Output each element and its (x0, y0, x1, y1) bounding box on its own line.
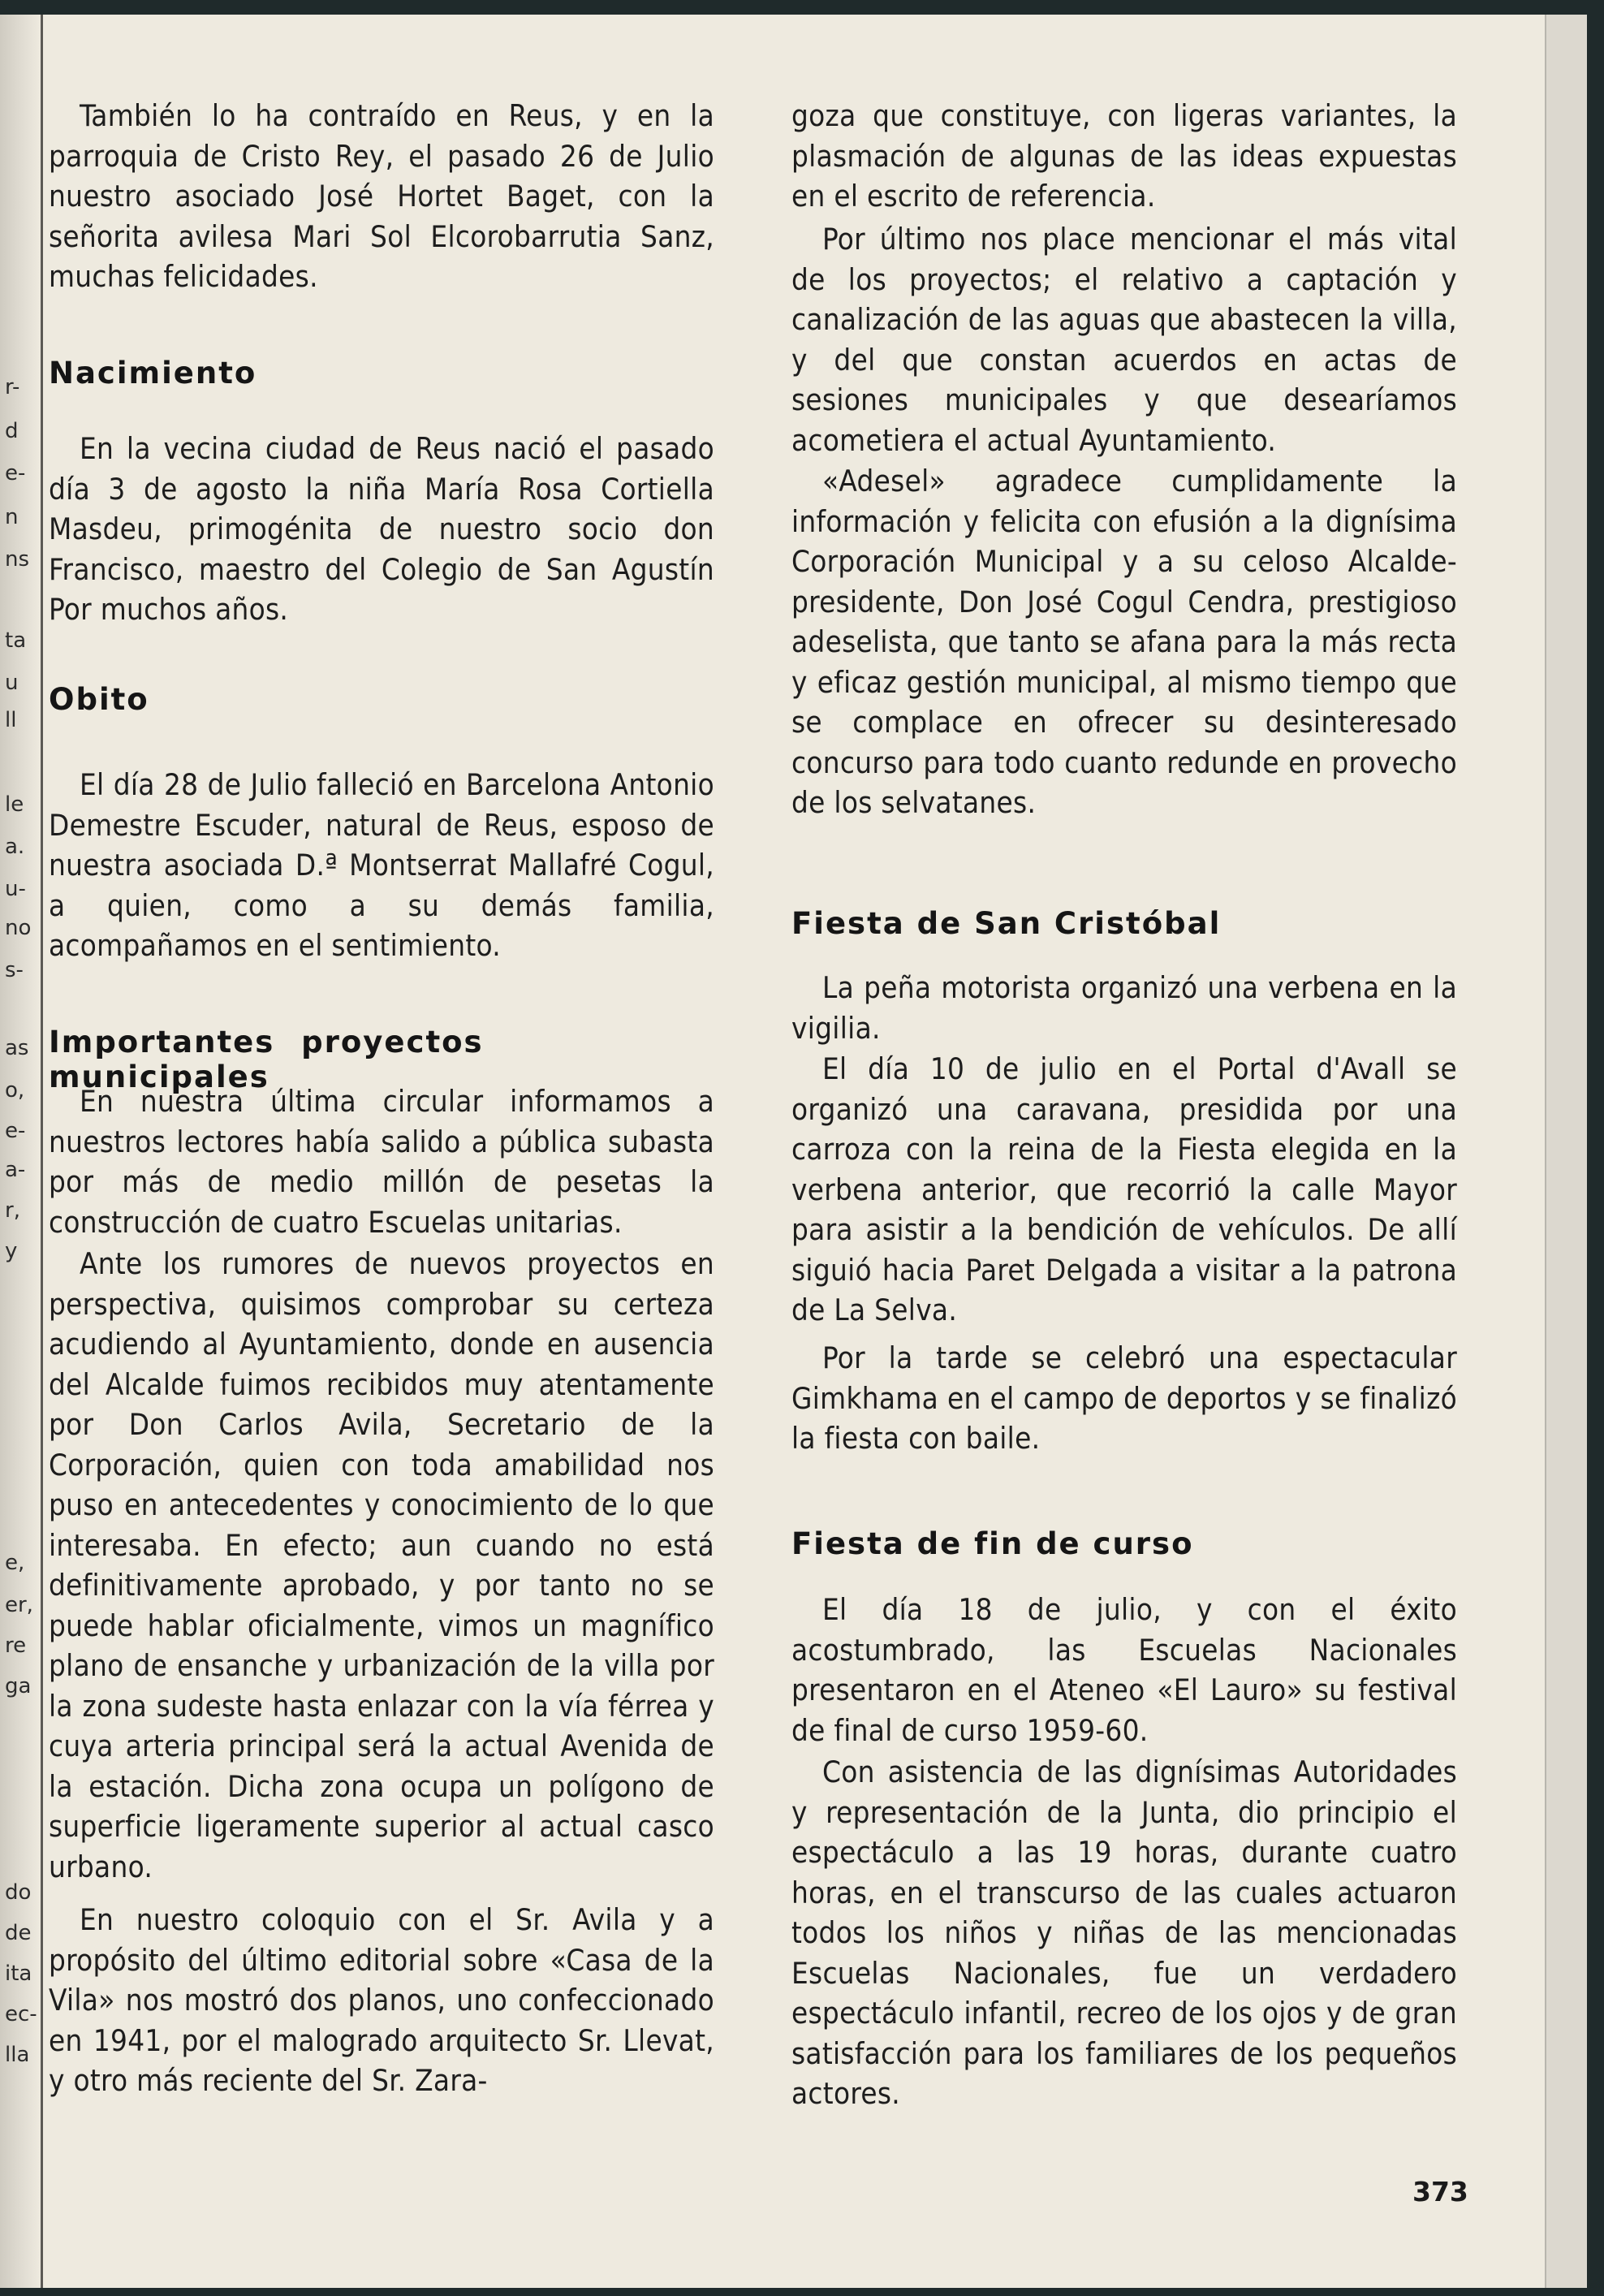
paragraph-proyectos-1: En nuestra última circular informamos a nuestros lectores había salido a pública subasta por más de medio millón de pesetas la construcción de cuatro Escuelas unitarias. (49, 1084, 714, 1240)
paragraph-cristobal-1: La peña motorista organizó una verbena en la vigilia. (791, 970, 1457, 1046)
margin-fragment: ga (5, 1674, 32, 1698)
heading-proyectos: Importantes proyectos municipales (49, 1025, 484, 1094)
document-page (0, 15, 1587, 2288)
heading-fin-de-curso: Fiesta de fin de curso (791, 1526, 1194, 1561)
margin-fragment: d (5, 419, 19, 443)
margin-fragment: o, (5, 1078, 25, 1103)
right-column (791, 15, 1481, 2207)
left-column (49, 15, 739, 2207)
heading-obito: Obito (49, 682, 149, 717)
paragraph-obito: El día 28 de Julio falleció en Barcelona Antonio Demestre Escuder, natural de Reus, esposo de nuestra asociada D.ª Montserrat Mallafré Cogul, a quien, como a su demás familia, acompañamos en el sentimiento. (49, 767, 714, 963)
paragraph-cristobal-3: Por la tarde se celebró una espectacular Gimkhama en el campo de deportos y se finalizó la fiesta con baile. (791, 1340, 1457, 1456)
margin-fragment: er, (5, 1593, 33, 1617)
margin-fragment: a. (5, 835, 25, 859)
page-gutter (0, 15, 43, 2288)
margin-fragment: s- (5, 958, 24, 982)
heading-nacimiento: Nacimiento (49, 356, 257, 391)
margin-fragment: le (5, 792, 24, 817)
margin-fragment: r- (5, 375, 20, 399)
heading-san-cristobal: Fiesta de San Cristóbal (791, 906, 1222, 941)
margin-fragment: lla (5, 2043, 30, 2067)
paragraph-continuation: goza que constituye, con ligeras variantes, la plasmación de algunas de las ideas expuestas en el escrito de referencia. (791, 98, 1457, 214)
margin-fragment: e- (5, 1119, 26, 1143)
margin-fragment: u (5, 671, 19, 695)
margin-fragment: do (5, 1880, 32, 1905)
margin-fragment: ita (5, 1962, 32, 1986)
margin-fragment: ec- (5, 2002, 37, 2026)
page-number: 373 (1412, 2176, 1468, 2208)
margin-fragment: ta (5, 628, 27, 653)
paragraph-adesel: «Adesel» agradece cumplidamente la información y felicita con efusión a la dignísima Corporación Municipal y a su celoso Alcalde-presidente, Don José Cogul Cendra, prestigioso adeselista, que tanto se afana para la más recta y eficaz gestión municipal, al mismo tiempo que se complace en ofrecer su desinteresado concurso para todo cuanto redunde en provecho de los selvatanes. (791, 464, 1457, 820)
margin-fragment: e- (5, 461, 26, 486)
margin-fragment: n (5, 505, 19, 529)
margin-fragment: r, (5, 1198, 20, 1223)
margin-fragment: as (5, 1036, 29, 1060)
margin-fragment: a- (5, 1158, 26, 1182)
paragraph-curso-1: El día 18 de julio, y con el éxito acostumbrado, las Escuelas Nacionales presentaron en el Ateneo «El Lauro» su festival de final de curso 1959-60. (791, 1592, 1457, 1748)
margin-fragment: ll (5, 708, 17, 732)
paragraph-proyectos-2: Ante los rumores de nuevos proyectos en perspectiva, quisimos comprobar su certeza acudiendo al Ayuntamiento, donde en ausencia del Alcalde fuimos recibidos muy atentamente por Don Carlos Avila, Secretario de la Corporación, quien con toda amabilidad nos puso en antecedentes y conocimiento de lo que interesaba. En efecto; aun cuando no está definitivamente aprobado, y por tanto no se puede hablar oficialmente, vimos un magnífico plano de ensanche y urbanización de la villa por la zona sudeste hasta enlazar con la vía férrea y cuya arteria principal será la actual Avenida de la estación. Dicha zona ocupa un polígono de superficie ligeramente superior al actual casco urbano. (49, 1246, 714, 1884)
margin-fragment: u- (5, 877, 26, 901)
margin-fragment: re (5, 1634, 27, 1658)
margin-fragment: no (5, 916, 32, 940)
paragraph-curso-2: Con asistencia de las dignísimas Autoridades y representación de la Junta, dio principio el espectáculo a las 19 horas, durante cuatro horas, en el transcurso de las cuales actuaron todos los niños y niñas de las mencionadas Escuelas Nacionales, fue un verdadero espectáculo infantil, recreo de los ojos y de gran satisfacción para los familiares de los pequeños actores. (791, 1754, 1457, 2111)
paragraph-cristobal-2: El día 10 de julio en el Portal d'Avall se organizó una caravana, presidida por una carroza con la reina de la Fiesta elegida en la verbena anterior, que recorrió la calle Mayor para asistir a la bendición de vehículos. De allí siguió hacia Paret Delgada a visitar a la patrona de La Selva. (791, 1051, 1457, 1327)
margin-fragment: y (5, 1239, 18, 1263)
margin-fragment: de (5, 1921, 32, 1945)
paragraph-nacimiento: En la vecina ciudad de Reus nació el pasado día 3 de agosto la niña María Rosa Cortiella Masdeu, primogénita de nuestro socio don Francisco, maestro del Colegio de San Agustín Por muchos años. (49, 431, 714, 627)
page-edge-strip (1545, 15, 1587, 2288)
paragraph-intro: También lo ha contraído en Reus, y en la parroquia de Cristo Rey, el pasado 26 de Julio nuestro asociado José Hortet Baget, con la señorita avilesa Mari Sol Elcorobarrutia Sanz, muchas felicidades. (49, 98, 714, 294)
paragraph-ultimo: Por último nos place mencionar el más vital de los proyectos; el relativo a captación y canalización de las aguas que abastecen la villa, y del que constan acuerdos en actas de sesiones municipales y que desearíamos acometiera el actual Ayuntamiento. (791, 222, 1457, 458)
margin-fragment: ns (5, 547, 30, 572)
paragraph-proyectos-3: En nuestro coloquio con el Sr. Avila y a propósito del último editorial sobre «Casa de la Vila» nos mostró dos planos, uno confeccionado en 1941, por el malogrado arquitecto Sr. Llevat, y otro más reciente del Sr. Zara- (49, 1902, 714, 2098)
margin-fragment: e, (5, 1551, 25, 1575)
